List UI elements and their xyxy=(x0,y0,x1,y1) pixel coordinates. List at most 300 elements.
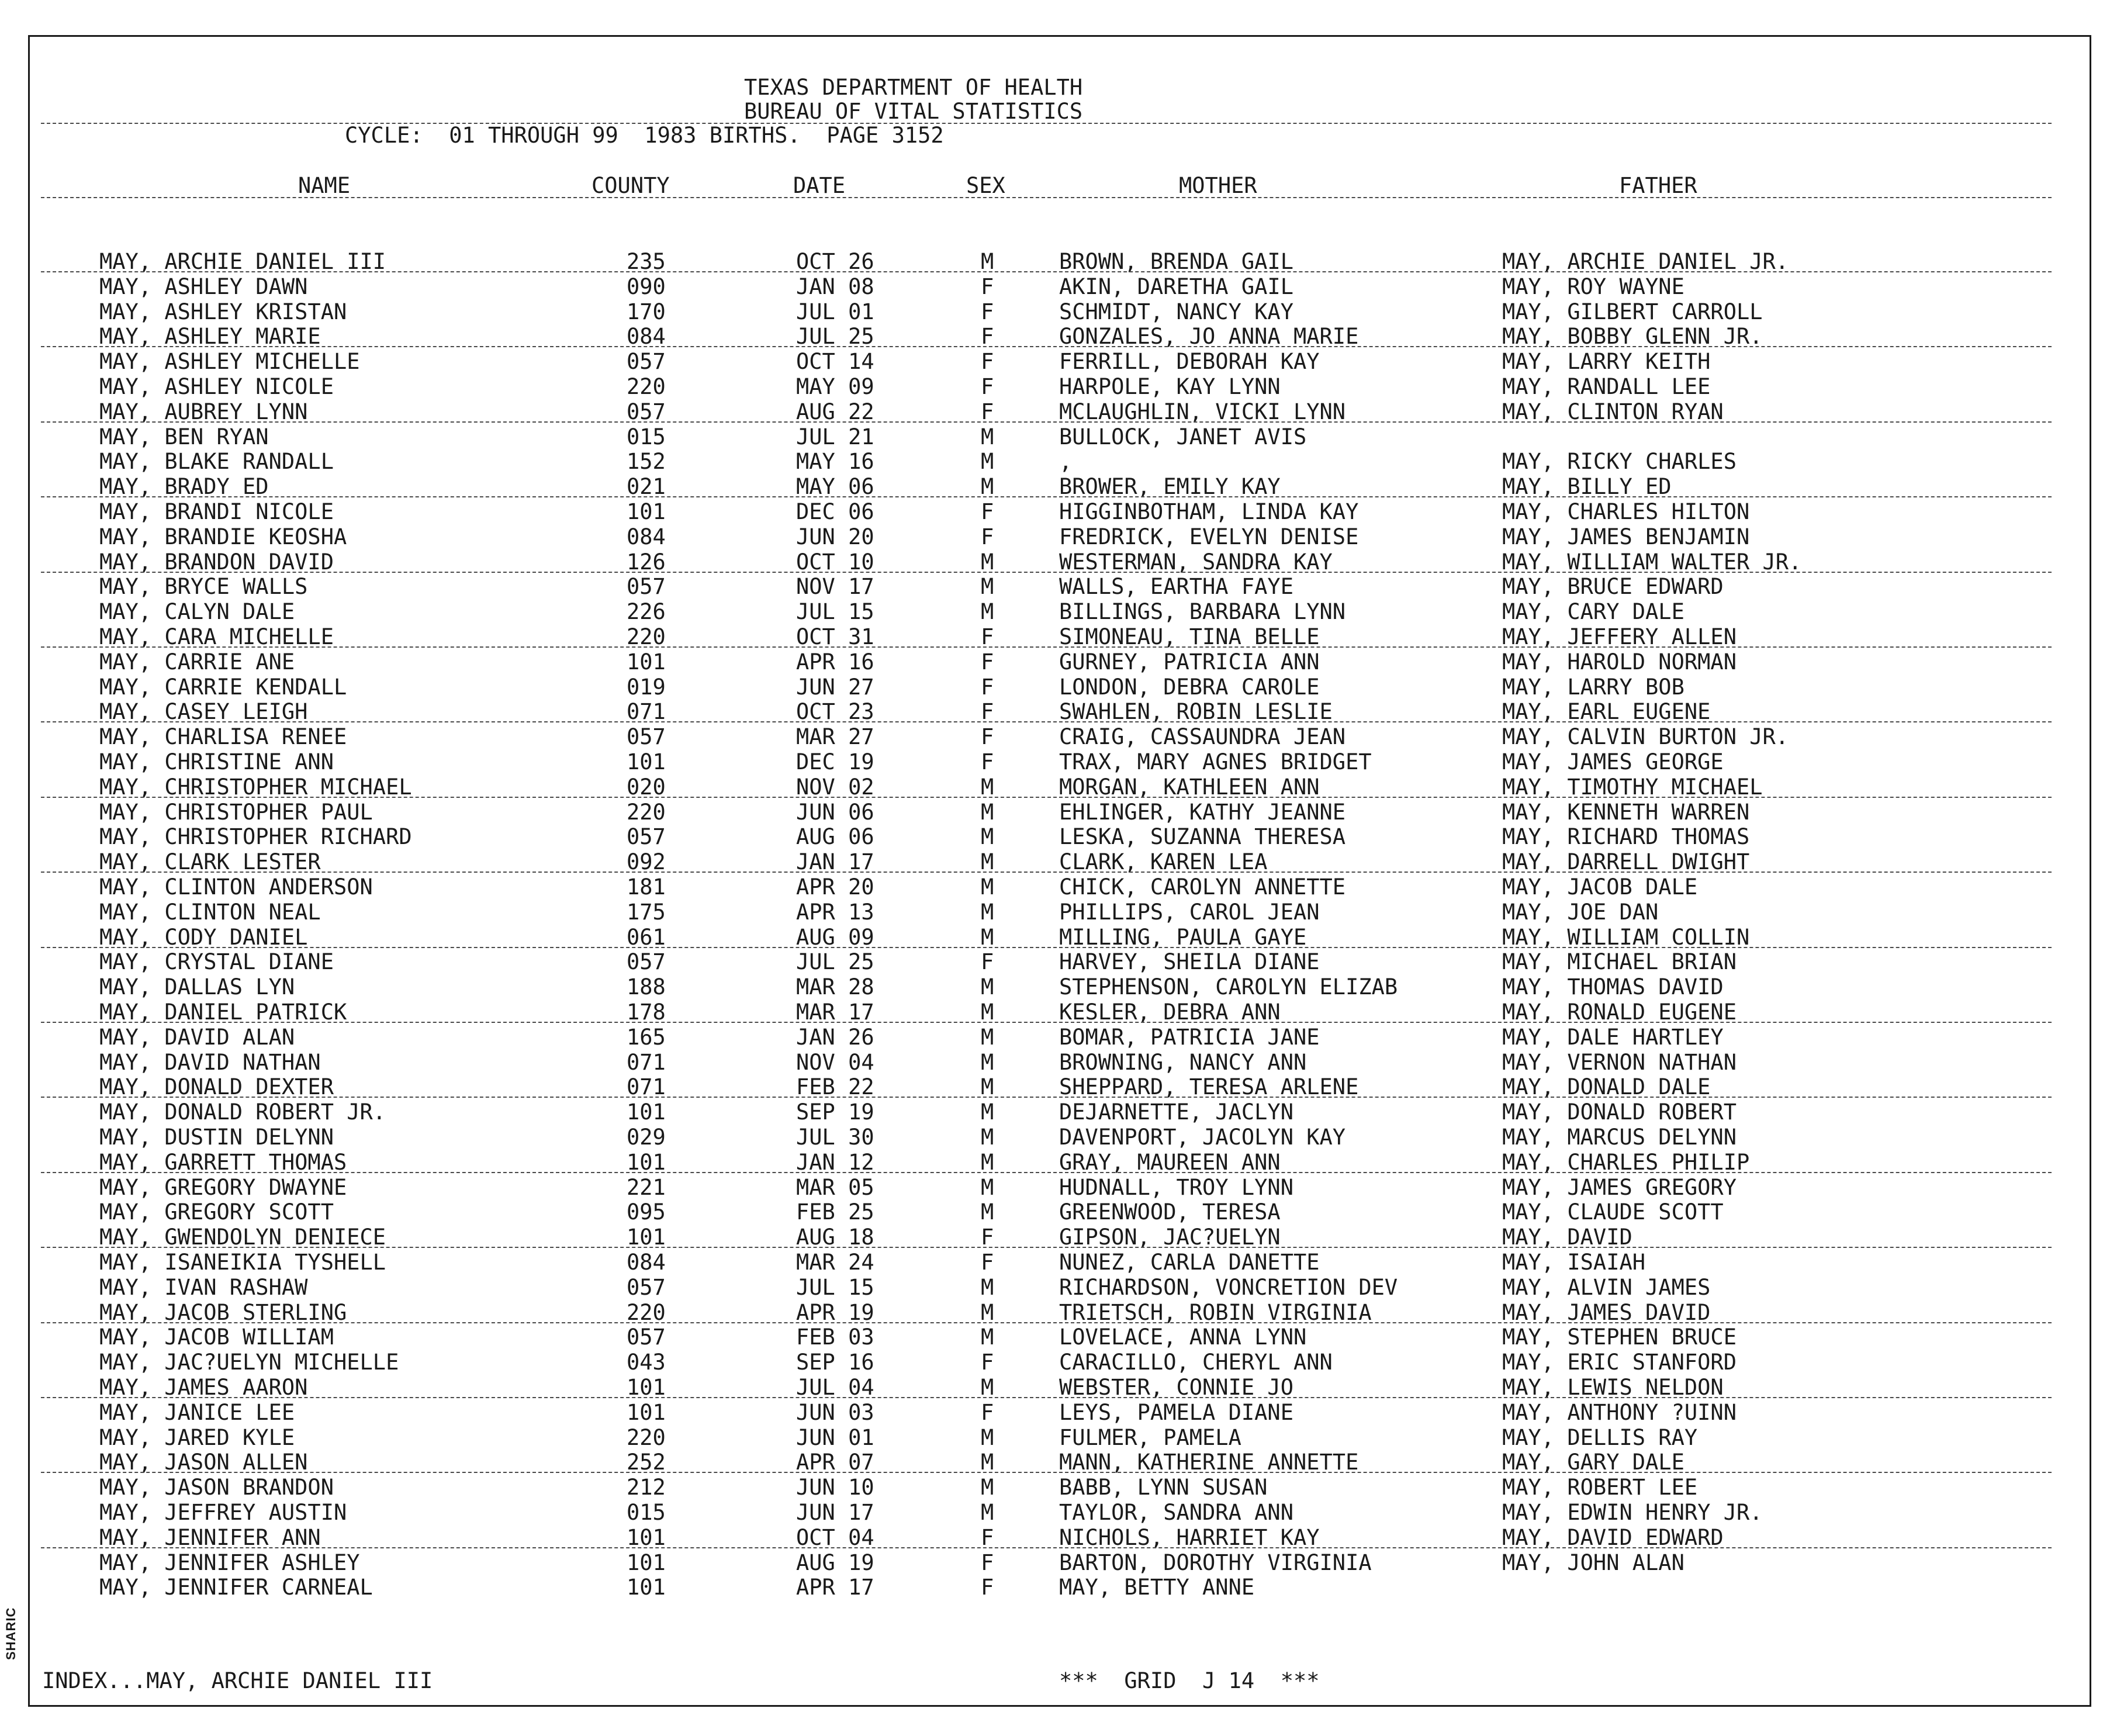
cell-mother: BROWN, BRENDA GAIL xyxy=(1059,249,1293,274)
cell-father: MAY, RICHARD THOMAS xyxy=(1502,824,1750,849)
cell-sex: M xyxy=(981,874,994,900)
table-row xyxy=(0,1276,2110,1301)
cell-date: APR 17 xyxy=(796,1575,874,1600)
cell-sex: F xyxy=(981,1575,994,1600)
side-label: SHARIC xyxy=(4,1607,18,1660)
row-separator xyxy=(41,1022,2052,1023)
table-row xyxy=(0,1476,2110,1500)
cell-mother: BULLOCK, JANET AVIS xyxy=(1059,424,1307,449)
cell-mother: NICHOLS, HARRIET KAY xyxy=(1059,1525,1320,1550)
cell-sex: M xyxy=(981,574,994,599)
cell-name: MAY, GARRETT THOMAS xyxy=(99,1150,347,1175)
cell-name: MAY, CHRISTINE ANN xyxy=(99,749,334,774)
cell-father: MAY, EARL EUGENE xyxy=(1502,699,1711,724)
table-row xyxy=(0,825,2110,850)
cell-father: MAY, DARRELL DWIGHT xyxy=(1502,849,1750,874)
cell-name: MAY, CLARK LESTER xyxy=(99,849,321,874)
cell-name: MAY, GREGORY DWAYNE xyxy=(99,1175,347,1200)
cell-mother: LOVELACE, ANNA LYNN xyxy=(1059,1325,1307,1350)
cell-date: OCT 31 xyxy=(796,624,874,649)
cell-sex: F xyxy=(981,349,994,374)
cell-date: FEB 22 xyxy=(796,1074,874,1099)
cell-father: MAY, JAMES DAVID xyxy=(1502,1300,1711,1325)
cell-father: MAY, ARCHIE DANIEL JR. xyxy=(1502,249,1789,274)
cell-father: MAY, JAMES GREGORY xyxy=(1502,1175,1737,1200)
cell-name: MAY, CARRIE ANE xyxy=(99,649,295,675)
cell-name: MAY, DALLAS LYN xyxy=(99,974,295,1000)
cell-name: MAY, CASEY LEIGH xyxy=(99,699,308,724)
cell-name: MAY, CLINTON ANDERSON xyxy=(99,874,373,900)
cell-county: 101 xyxy=(627,1150,666,1175)
cell-father: MAY, GILBERT CARROLL xyxy=(1502,299,1763,324)
cell-mother: SIMONEAU, TINA BELLE xyxy=(1059,624,1320,649)
cell-name: MAY, ASHLEY MARIE xyxy=(99,324,321,349)
cell-name: MAY, ASHLEY MICHELLE xyxy=(99,349,360,374)
table-row xyxy=(0,1326,2110,1350)
cell-date: AUG 09 xyxy=(796,925,874,950)
table-row xyxy=(0,1126,2110,1150)
cell-date: OCT 04 xyxy=(796,1525,874,1550)
cell-mother: KESLER, DEBRA ANN xyxy=(1059,1000,1281,1025)
cell-date: JUL 30 xyxy=(796,1125,874,1150)
cell-mother: GURNEY, PATRICIA ANN xyxy=(1059,649,1320,675)
cell-county: 235 xyxy=(627,249,666,274)
cell-name: MAY, JACOB STERLING xyxy=(99,1300,347,1325)
cell-county: 220 xyxy=(627,800,666,825)
cell-mother: HARVEY, SHEILA DIANE xyxy=(1059,949,1320,974)
cell-mother: CHICK, CAROLYN ANNETTE xyxy=(1059,874,1346,900)
cell-sex: M xyxy=(981,1025,994,1050)
cell-mother: BABB, LYNN SUSAN xyxy=(1059,1475,1268,1500)
table-row xyxy=(0,1576,2110,1600)
cell-date: FEB 25 xyxy=(796,1199,874,1225)
cell-date: JUL 01 xyxy=(796,299,874,324)
cell-mother: STEPHENSON, CAROLYN ELIZAB xyxy=(1059,974,1398,1000)
cell-county: 220 xyxy=(627,1300,666,1325)
cell-sex: M xyxy=(981,1074,994,1099)
cell-father: MAY, JAMES GEORGE xyxy=(1502,749,1724,774)
cell-county: 057 xyxy=(627,349,666,374)
cell-sex: F xyxy=(981,1350,994,1375)
cell-county: 152 xyxy=(627,449,666,474)
cell-sex: M xyxy=(981,1199,994,1225)
cell-sex: F xyxy=(981,524,994,549)
cell-name: MAY, DUSTIN DELYNN xyxy=(99,1125,334,1150)
table-row xyxy=(0,525,2110,550)
cell-county: 084 xyxy=(627,524,666,549)
cell-sex: F xyxy=(981,749,994,774)
cell-name: MAY, JENNIFER ANN xyxy=(99,1525,321,1550)
cell-sex: M xyxy=(981,849,994,874)
table-row xyxy=(0,1251,2110,1275)
cell-county: 084 xyxy=(627,324,666,349)
cell-date: OCT 10 xyxy=(796,549,874,575)
cell-sex: M xyxy=(981,1000,994,1025)
row-separator xyxy=(41,797,2052,798)
cell-date: JAN 12 xyxy=(796,1150,874,1175)
table-row xyxy=(0,600,2110,625)
row-separator xyxy=(41,646,2052,648)
cell-county: 071 xyxy=(627,1050,666,1075)
cell-name: MAY, GREGORY SCOTT xyxy=(99,1199,334,1225)
cell-name: MAY, JEFFREY AUSTIN xyxy=(99,1500,347,1525)
cell-county: 101 xyxy=(627,649,666,675)
cell-sex: F xyxy=(981,699,994,724)
cell-name: MAY, CHRISTOPHER PAUL xyxy=(99,800,373,825)
cell-mother: WALLS, EARTHA FAYE xyxy=(1059,574,1293,599)
header-separator xyxy=(41,123,2052,124)
cell-sex: F xyxy=(981,649,994,675)
cell-date: DEC 06 xyxy=(796,499,874,524)
cell-name: MAY, CLINTON NEAL xyxy=(99,900,321,925)
column-header-sex: SEX xyxy=(966,173,1005,198)
table-row xyxy=(0,350,2110,375)
table-row xyxy=(0,950,2110,975)
cell-mother: SCHMIDT, NANCY KAY xyxy=(1059,299,1293,324)
cell-county: 101 xyxy=(627,499,666,524)
cell-mother: RICHARDSON, VONCRETION DEV xyxy=(1059,1275,1398,1300)
row-separator xyxy=(41,1097,2052,1098)
cell-county: 220 xyxy=(627,624,666,649)
cell-mother: TAYLOR, SANDRA ANN xyxy=(1059,1500,1293,1525)
cell-father: MAY, CALVIN BURTON JR. xyxy=(1502,724,1789,749)
cell-name: MAY, JAMES AARON xyxy=(99,1375,308,1400)
cell-name: MAY, JASON BRANDON xyxy=(99,1475,334,1500)
cell-sex: F xyxy=(981,499,994,524)
cell-county: 101 xyxy=(627,749,666,774)
cell-name: MAY, DAVID NATHAN xyxy=(99,1050,321,1075)
table-row xyxy=(0,1401,2110,1426)
cell-sex: F xyxy=(981,675,994,700)
cell-father: MAY, RONALD EUGENE xyxy=(1502,1000,1737,1025)
cell-sex: F xyxy=(981,1525,994,1550)
row-separator xyxy=(41,346,2052,347)
cell-date: JUN 01 xyxy=(796,1425,874,1450)
cell-father: MAY, DAVID xyxy=(1502,1225,1632,1250)
cell-father: MAY, ANTHONY ?UINN xyxy=(1502,1400,1737,1425)
cell-father: MAY, DONALD ROBERT xyxy=(1502,1099,1737,1125)
cell-mother: LONDON, DEBRA CAROLE xyxy=(1059,675,1320,700)
table-row xyxy=(0,876,2110,900)
cell-county: 071 xyxy=(627,699,666,724)
row-separator xyxy=(41,572,2052,573)
row-separator xyxy=(41,1397,2052,1398)
cell-name: MAY, JENNIFER ASHLEY xyxy=(99,1550,360,1575)
cell-name: MAY, JARED KYLE xyxy=(99,1425,295,1450)
table-row xyxy=(0,450,2110,475)
table-row xyxy=(0,1026,2110,1050)
cell-name: MAY, CRYSTAL DIANE xyxy=(99,949,334,974)
cell-father: MAY, HAROLD NORMAN xyxy=(1502,649,1737,675)
cell-county: 220 xyxy=(627,1425,666,1450)
cell-county: 043 xyxy=(627,1350,666,1375)
row-separator xyxy=(41,1172,2052,1173)
row-separator xyxy=(41,721,2052,722)
cell-county: 057 xyxy=(627,1275,666,1300)
cell-mother: AKIN, DARETHA GAIL xyxy=(1059,274,1293,299)
cell-father: MAY, CHARLES HILTON xyxy=(1502,499,1750,524)
cell-name: MAY, CARRIE KENDALL xyxy=(99,675,347,700)
cell-father: MAY, JOHN ALAN xyxy=(1502,1550,1684,1575)
cell-mother: FREDRICK, EVELYN DENISE xyxy=(1059,524,1359,549)
cell-date: JUN 10 xyxy=(796,1475,874,1500)
cell-father: MAY, ERIC STANFORD xyxy=(1502,1350,1737,1375)
cell-mother: PHILLIPS, CAROL JEAN xyxy=(1059,900,1320,925)
cell-sex: M xyxy=(981,900,994,925)
cycle-line: CYCLE: 01 THROUGH 99 1983 BIRTHS. PAGE 3152 xyxy=(345,123,944,148)
cell-father: MAY, THOMAS DAVID xyxy=(1502,974,1724,1000)
cell-father: MAY, CARY DALE xyxy=(1502,599,1684,624)
cell-mother: DAVENPORT, JACOLYN KAY xyxy=(1059,1125,1346,1150)
cell-father: MAY, ALVIN JAMES xyxy=(1502,1275,1711,1300)
cell-county: 101 xyxy=(627,1575,666,1600)
cell-mother: HIGGINBOTHAM, LINDA KAY xyxy=(1059,499,1359,524)
cell-father: MAY, BRUCE EDWARD xyxy=(1502,574,1724,599)
cell-county: 175 xyxy=(627,900,666,925)
cell-county: 170 xyxy=(627,299,666,324)
bureau-title: BUREAU OF VITAL STATISTICS xyxy=(744,99,1083,124)
cell-date: NOV 02 xyxy=(796,774,874,800)
row-separator xyxy=(41,421,2052,423)
cell-mother: SWAHLEN, ROBIN LESLIE xyxy=(1059,699,1333,724)
cell-name: MAY, ISANEIKIA TYSHELL xyxy=(99,1250,386,1275)
cell-mother: TRIETSCH, ROBIN VIRGINIA xyxy=(1059,1300,1372,1325)
cell-sex: M xyxy=(981,1325,994,1350)
cell-name: MAY, JENNIFER CARNEAL xyxy=(99,1575,373,1600)
cell-mother: NUNEZ, CARLA DANETTE xyxy=(1059,1250,1320,1275)
cell-date: APR 07 xyxy=(796,1450,874,1475)
table-row xyxy=(0,725,2110,750)
cell-father: MAY, KENNETH WARREN xyxy=(1502,800,1750,825)
cell-date: OCT 26 xyxy=(796,249,874,274)
row-separator xyxy=(41,1322,2052,1323)
cell-father: MAY, JAMES BENJAMIN xyxy=(1502,524,1750,549)
cell-name: MAY, DAVID ALAN xyxy=(99,1025,295,1050)
cell-mother: GRAY, MAUREEN ANN xyxy=(1059,1150,1281,1175)
row-separator xyxy=(41,1547,2052,1548)
cell-mother: CRAIG, CASSAUNDRA JEAN xyxy=(1059,724,1346,749)
cell-name: MAY, IVAN RASHAW xyxy=(99,1275,308,1300)
cell-mother: LEYS, PAMELA DIANE xyxy=(1059,1400,1293,1425)
cell-sex: F xyxy=(981,1550,994,1575)
cell-name: MAY, CALYN DALE xyxy=(99,599,295,624)
cell-mother: DEJARNETTE, JACLYN xyxy=(1059,1099,1293,1125)
table-row xyxy=(0,300,2110,325)
cell-sex: M xyxy=(981,1300,994,1325)
cell-county: 101 xyxy=(627,1525,666,1550)
cell-sex: M xyxy=(981,549,994,575)
cell-name: MAY, GWENDOLYN DENIECE xyxy=(99,1225,386,1250)
cell-county: 101 xyxy=(627,1550,666,1575)
cell-father: MAY, CLINTON RYAN xyxy=(1502,399,1724,424)
cell-county: 084 xyxy=(627,1250,666,1275)
table-row xyxy=(0,901,2110,925)
cell-date: MAR 17 xyxy=(796,1000,874,1025)
cell-sex: M xyxy=(981,249,994,274)
row-separator xyxy=(41,1247,2052,1248)
cell-sex: F xyxy=(981,949,994,974)
column-header-county: COUNTY xyxy=(592,173,670,198)
cell-father: MAY, RICKY CHARLES xyxy=(1502,449,1737,474)
cell-county: 178 xyxy=(627,1000,666,1025)
cell-father: MAY, LARRY KEITH xyxy=(1502,349,1711,374)
index-footer: INDEX...MAY, ARCHIE DANIEL III xyxy=(42,1668,433,1693)
cell-county: 071 xyxy=(627,1074,666,1099)
cell-sex: M xyxy=(981,824,994,849)
cell-father: MAY, CHARLES PHILIP xyxy=(1502,1150,1750,1175)
cell-sex: F xyxy=(981,1400,994,1425)
cell-date: AUG 06 xyxy=(796,824,874,849)
cell-father: MAY, ROBERT LEE xyxy=(1502,1475,1698,1500)
cell-father: MAY, EDWIN HENRY JR. xyxy=(1502,1500,1763,1525)
cell-father: MAY, RANDALL LEE xyxy=(1502,374,1711,399)
cell-date: APR 13 xyxy=(796,900,874,925)
cell-date: OCT 14 xyxy=(796,349,874,374)
cell-mother: MANN, KATHERINE ANNETTE xyxy=(1059,1450,1359,1475)
cell-date: JUL 21 xyxy=(796,424,874,449)
row-separator xyxy=(41,872,2052,873)
cell-mother: BARTON, DOROTHY VIRGINIA xyxy=(1059,1550,1372,1575)
cell-date: AUG 19 xyxy=(796,1550,874,1575)
cell-date: APR 19 xyxy=(796,1300,874,1325)
table-row xyxy=(0,1176,2110,1201)
cell-date: FEB 03 xyxy=(796,1325,874,1350)
cell-date: APR 20 xyxy=(796,874,874,900)
column-header-name: NAME xyxy=(298,173,351,198)
cell-date: MAR 27 xyxy=(796,724,874,749)
table-row xyxy=(0,1201,2110,1225)
table-row xyxy=(0,1101,2110,1125)
cell-date: JAN 17 xyxy=(796,849,874,874)
cell-father: MAY, JOE DAN xyxy=(1502,900,1659,925)
cell-sex: F xyxy=(981,624,994,649)
cell-date: MAY 16 xyxy=(796,449,874,474)
cell-date: NOV 17 xyxy=(796,574,874,599)
cell-date: JUL 04 xyxy=(796,1375,874,1400)
cell-county: 092 xyxy=(627,849,666,874)
cell-county: 019 xyxy=(627,675,666,700)
cell-sex: M xyxy=(981,424,994,449)
cell-name: MAY, CHRISTOPHER RICHARD xyxy=(99,824,412,849)
cell-father: MAY, DELLIS RAY xyxy=(1502,1425,1698,1450)
cell-date: JAN 08 xyxy=(796,274,874,299)
cell-date: SEP 19 xyxy=(796,1099,874,1125)
cell-mother: SHEPPARD, TERESA ARLENE xyxy=(1059,1074,1359,1099)
cell-county: 015 xyxy=(627,1500,666,1525)
table-row xyxy=(0,1501,2110,1526)
cell-date: JUL 15 xyxy=(796,599,874,624)
cell-mother: MCLAUGHLIN, VICKI LYNN xyxy=(1059,399,1346,424)
table-row xyxy=(0,1051,2110,1076)
cell-mother: GIPSON, JAC?UELYN xyxy=(1059,1225,1281,1250)
table-row xyxy=(0,976,2110,1000)
cell-mother: WEBSTER, CONNIE JO xyxy=(1059,1375,1293,1400)
cell-father: MAY, LEWIS NELDON xyxy=(1502,1375,1724,1400)
cell-sex: F xyxy=(981,399,994,424)
cell-date: MAY 06 xyxy=(796,474,874,499)
cell-mother: BROWER, EMILY KAY xyxy=(1059,474,1281,499)
cell-date: DEC 19 xyxy=(796,749,874,774)
cell-father: MAY, GARY DALE xyxy=(1502,1450,1684,1475)
cell-date: JUL 25 xyxy=(796,949,874,974)
cell-county: 188 xyxy=(627,974,666,1000)
cell-date: JUN 17 xyxy=(796,1500,874,1525)
cell-mother: WESTERMAN, SANDRA KAY xyxy=(1059,549,1333,575)
cell-mother: HUDNALL, TROY LYNN xyxy=(1059,1175,1293,1200)
agency-title: TEXAS DEPARTMENT OF HEALTH xyxy=(744,75,1083,100)
cell-sex: M xyxy=(981,800,994,825)
table-row xyxy=(0,426,2110,450)
cell-name: MAY, DONALD DEXTER xyxy=(99,1074,334,1099)
cell-sex: F xyxy=(981,1225,994,1250)
cell-sex: M xyxy=(981,774,994,800)
cell-date: JUN 03 xyxy=(796,1400,874,1425)
cell-sex: M xyxy=(981,1125,994,1150)
cell-name: MAY, BRANDI NICOLE xyxy=(99,499,334,524)
cell-sex: M xyxy=(981,449,994,474)
column-header-father: FATHER xyxy=(1619,173,1697,198)
cell-name: MAY, BLAKE RANDALL xyxy=(99,449,334,474)
cell-father: MAY, ROY WAYNE xyxy=(1502,274,1684,299)
cell-sex: M xyxy=(981,1175,994,1200)
table-row xyxy=(0,575,2110,600)
cell-date: MAR 24 xyxy=(796,1250,874,1275)
cell-date: JUN 06 xyxy=(796,800,874,825)
cell-date: SEP 16 xyxy=(796,1350,874,1375)
cell-name: MAY, CHARLISA RENEE xyxy=(99,724,347,749)
cell-mother: MORGAN, KATHLEEN ANN xyxy=(1059,774,1320,800)
cell-mother: BILLINGS, BARBARA LYNN xyxy=(1059,599,1346,624)
cell-county: 212 xyxy=(627,1475,666,1500)
cell-name: MAY, BRANDIE KEOSHA xyxy=(99,524,347,549)
cell-county: 021 xyxy=(627,474,666,499)
cell-county: 057 xyxy=(627,949,666,974)
cell-sex: M xyxy=(981,1150,994,1175)
cell-father: MAY, DALE HARTLEY xyxy=(1502,1025,1724,1050)
cell-name: MAY, BRADY ED xyxy=(99,474,269,499)
grid-footer: *** GRID J 14 *** xyxy=(1059,1668,1320,1693)
cell-county: 101 xyxy=(627,1099,666,1125)
cell-date: JAN 26 xyxy=(796,1025,874,1050)
cell-county: 061 xyxy=(627,925,666,950)
cell-name: MAY, BRYCE WALLS xyxy=(99,574,308,599)
row-separator xyxy=(41,496,2052,497)
cell-date: AUG 22 xyxy=(796,399,874,424)
column-header-date: DATE xyxy=(793,173,846,198)
cell-mother: MAY, BETTY ANNE xyxy=(1059,1575,1255,1600)
cell-name: MAY, ASHLEY NICOLE xyxy=(99,374,334,399)
cell-name: MAY, BEN RYAN xyxy=(99,424,269,449)
row-separator xyxy=(41,947,2052,948)
table-row xyxy=(0,801,2110,825)
column-header-separator xyxy=(41,197,2052,198)
cell-name: MAY, AUBREY LYNN xyxy=(99,399,308,424)
cell-name: MAY, JANICE LEE xyxy=(99,1400,295,1425)
cell-mother: FULMER, PAMELA xyxy=(1059,1425,1241,1450)
cell-name: MAY, DONALD ROBERT JR. xyxy=(99,1099,386,1125)
cell-mother: CLARK, KAREN LEA xyxy=(1059,849,1268,874)
cell-father: MAY, MICHAEL BRIAN xyxy=(1502,949,1737,974)
cell-mother: MILLING, PAULA GAYE xyxy=(1059,925,1307,950)
cell-father: MAY, MARCUS DELYNN xyxy=(1502,1125,1737,1150)
cell-sex: M xyxy=(981,599,994,624)
cell-mother: CARACILLO, CHERYL ANN xyxy=(1059,1350,1333,1375)
cell-father: MAY, BILLY ED xyxy=(1502,474,1672,499)
cell-name: MAY, JACOB WILLIAM xyxy=(99,1325,334,1350)
table-row xyxy=(0,1551,2110,1576)
cell-name: MAY, ASHLEY DAWN xyxy=(99,274,308,299)
cell-father: MAY, DONALD DALE xyxy=(1502,1074,1711,1099)
